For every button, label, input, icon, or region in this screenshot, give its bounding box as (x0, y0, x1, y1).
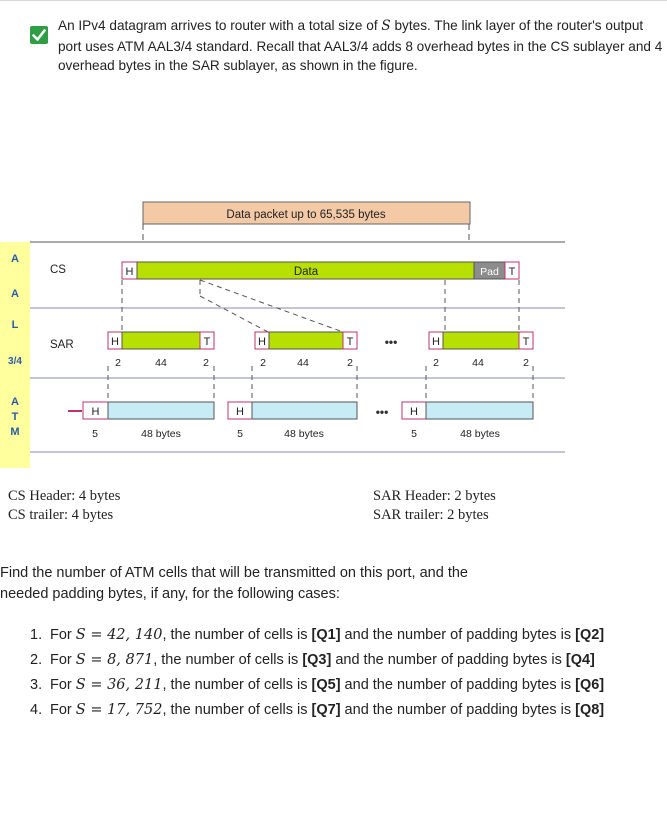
checkmark-icon (30, 26, 48, 44)
cs-trailer-text: CS trailer: 4 bytes (8, 507, 114, 523)
blank-q3: [Q3] (302, 652, 332, 668)
sar-trailer-text: SAR trailer: 2 bytes (373, 507, 489, 523)
svg-text:44: 44 (472, 357, 484, 369)
sar-label: SAR (50, 339, 74, 351)
list-item: 3. For S = 36, 211, the number of cells is [Q5] and the number of padding bytes is [Q6] (30, 677, 605, 693)
svg-text:T: T (522, 336, 530, 348)
svg-text:Pad: Pad (480, 266, 499, 278)
svg-text:2: 2 (523, 357, 529, 369)
svg-text:48 bytes: 48 bytes (141, 428, 181, 440)
variable-s: S (381, 18, 391, 34)
sar-data-1 (122, 332, 200, 349)
svg-text:H: H (410, 406, 418, 418)
svg-text:2: 2 (433, 357, 439, 369)
blank-q7: [Q7] (311, 702, 341, 718)
atm-cell-2 (252, 402, 357, 419)
sar-data-3 (443, 332, 519, 349)
svg-text:•••: ••• (375, 405, 389, 419)
svg-text:T: T (346, 336, 354, 348)
list-item: 2. For S = 8, 871, the number of cells is [Q3] and the number of padding bytes is [Q4] (30, 652, 595, 668)
blank-q4: [Q4] (565, 652, 595, 668)
svg-text:•••: ••• (384, 335, 398, 349)
blank-q6: [Q6] (575, 677, 605, 693)
blank-q5: [Q5] (311, 677, 341, 693)
find-instructions: Find the number of ATM cells that will be transmitted on this port, and the needed padding bytes, if any, for the following cases: (0, 565, 468, 602)
cs-label: CS (50, 264, 66, 276)
blank-q1: [Q1] (311, 627, 341, 643)
svg-text:44: 44 (155, 357, 167, 369)
svg-text:48 bytes: 48 bytes (460, 428, 500, 440)
svg-text:H: H (111, 336, 119, 348)
blank-q2: [Q2] (575, 627, 605, 643)
svg-text:48 bytes: 48 bytes (284, 428, 324, 440)
svg-text:M: M (10, 426, 20, 438)
svg-text:H: H (432, 336, 440, 348)
svg-text:44: 44 (297, 357, 309, 369)
blank-q8: [Q8] (575, 702, 605, 718)
svg-text:2: 2 (347, 357, 353, 369)
top-divider (0, 0, 667, 1)
list-item: 1. For S = 42, 140, the number of cells is [Q1] and the number of padding bytes is [Q2] (30, 627, 605, 643)
svg-text:A: A (11, 396, 19, 408)
svg-text:H: H (258, 336, 266, 348)
svg-text:A: A (11, 253, 19, 265)
svg-text:2: 2 (203, 357, 209, 369)
svg-text:A: A (11, 288, 19, 300)
svg-text:T: T (11, 411, 19, 423)
sar-data-2 (269, 332, 343, 349)
sar-header-text: SAR Header: 2 bytes (373, 488, 496, 504)
data-packet-label: Data packet up to 65,535 bytes (226, 209, 386, 221)
svg-text:T: T (203, 336, 211, 348)
svg-text:5: 5 (237, 428, 243, 440)
svg-text:3/4: 3/4 (8, 356, 22, 367)
svg-text:5: 5 (411, 428, 417, 440)
atm-cell-1 (108, 402, 214, 419)
svg-text:Data: Data (293, 266, 319, 278)
cs-header-text: CS Header: 4 bytes (8, 488, 121, 504)
sar-legend (373, 487, 496, 525)
atm-cell-3 (426, 402, 533, 419)
svg-text:5: 5 (92, 428, 98, 440)
svg-text:2: 2 (115, 357, 121, 369)
list-item: 4. For S = 17, 752, the number of cells is [Q7] and the number of padding bytes is [Q8] (30, 702, 605, 718)
cs-legend (8, 487, 120, 525)
aal34-diagram (0, 190, 667, 470)
svg-text:H: H (125, 266, 134, 278)
question-list (30, 625, 660, 725)
question-intro: An IPv4 datagram arrives to router with a total size of S bytes. The link layer of the router's output port uses ATM AAL3/4 standard. Recall that AAL3/4 adds 8 overhead bytes in the CS sublayer and 4 overhead bytes in the SAR sublayer, as shown in the figure. (58, 18, 663, 73)
svg-text:2: 2 (260, 357, 266, 369)
svg-text:T: T (508, 266, 516, 278)
svg-text:H: H (91, 406, 100, 418)
svg-text:H: H (236, 406, 244, 418)
svg-text:L: L (11, 319, 19, 331)
